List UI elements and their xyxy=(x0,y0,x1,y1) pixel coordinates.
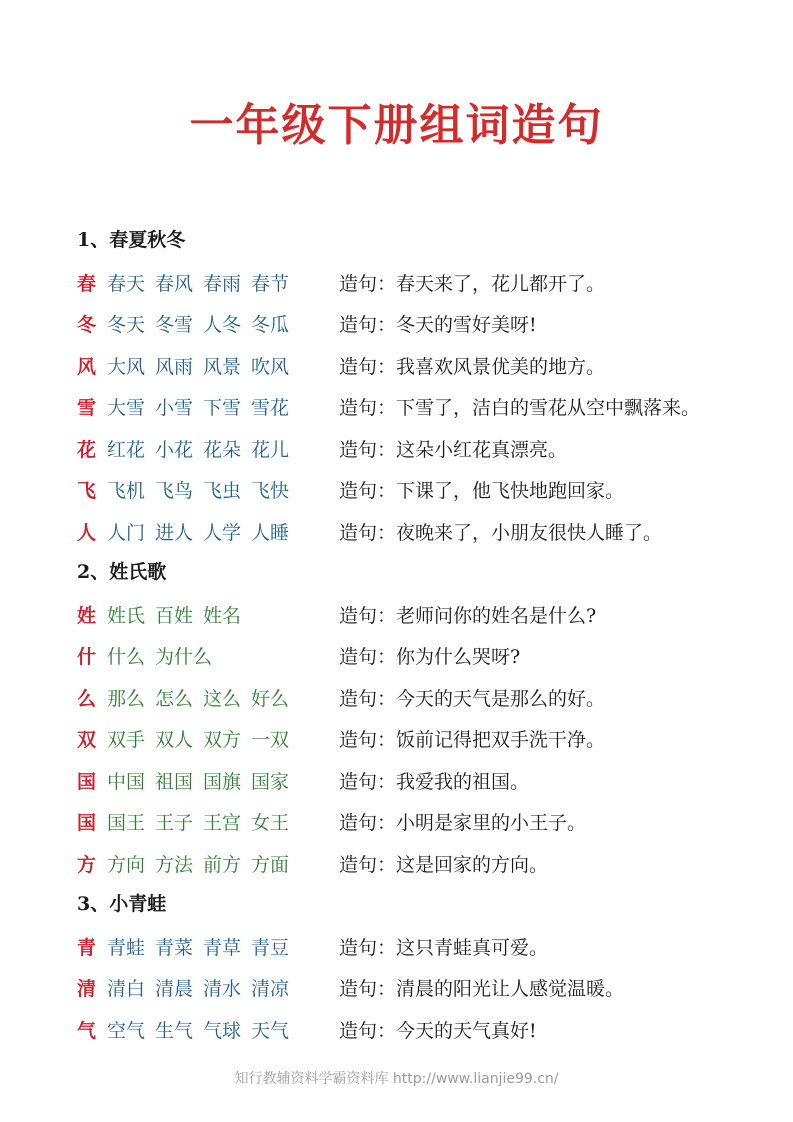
list-item xyxy=(77,718,777,760)
word: 王宫 xyxy=(203,812,242,835)
word-group xyxy=(107,684,339,711)
list-item xyxy=(77,1009,777,1051)
footer-watermark: 知行教辅资料学霸资料库 http://www.lianjie99.cn/ xyxy=(234,1071,559,1087)
example-sentence: 造句：夜晚来了，小朋友很快人睡了。 xyxy=(339,521,663,544)
character: 方 xyxy=(77,853,97,876)
word-group xyxy=(107,269,339,296)
word: 青豆 xyxy=(251,936,290,959)
word: 双人 xyxy=(155,729,194,752)
example-sentence: 造句：春天来了，花儿都开了。 xyxy=(339,272,606,295)
word: 春雨 xyxy=(203,272,242,295)
list-item xyxy=(77,843,777,885)
example-sentence: 造句：今天的天气是那么的好。 xyxy=(339,687,606,710)
example-sentence: 造句：小明是家里的小王子。 xyxy=(339,812,587,835)
section-heading: 1、春夏秋冬 xyxy=(77,229,186,251)
character: 国 xyxy=(77,812,97,835)
character: 冬 xyxy=(77,314,97,337)
word: 百姓 xyxy=(155,604,194,627)
word: 冬瓜 xyxy=(251,314,290,337)
character: 青 xyxy=(77,936,97,959)
character: 飞 xyxy=(77,480,97,503)
word: 春节 xyxy=(251,272,290,295)
word: 那么 xyxy=(107,687,146,710)
word: 青草 xyxy=(203,936,242,959)
word: 好么 xyxy=(251,687,290,710)
word: 吹风 xyxy=(251,355,290,378)
page-title: 一年级下册组词造句 xyxy=(189,100,604,151)
section-heading: 2、姓氏歌 xyxy=(77,561,167,583)
word: 国王 xyxy=(107,812,146,835)
list-item xyxy=(77,801,777,843)
word-group xyxy=(107,310,339,337)
list-item xyxy=(77,594,777,636)
example-sentence: 造句：清晨的阳光让人感觉温暖。 xyxy=(339,978,625,1001)
word: 飞快 xyxy=(251,480,290,503)
word: 冬雪 xyxy=(155,314,194,337)
word: 中国 xyxy=(107,770,146,793)
example-sentence: 造句：饭前记得把双手洗干净。 xyxy=(339,729,606,752)
word: 下雪 xyxy=(203,397,242,420)
word: 国家 xyxy=(251,770,290,793)
word: 红花 xyxy=(107,438,146,461)
character: 气 xyxy=(77,1019,97,1042)
word: 小雪 xyxy=(155,397,194,420)
word: 一双 xyxy=(251,729,290,752)
word-group xyxy=(107,642,339,669)
word: 什么 xyxy=(107,646,146,669)
word: 王子 xyxy=(155,812,194,835)
example-sentence: 造句：下雪了，洁白的雪花从空中飘落来。 xyxy=(339,397,701,420)
word: 花朵 xyxy=(203,438,242,461)
word-list xyxy=(77,220,777,1050)
word: 姓氏 xyxy=(107,604,146,627)
list-item xyxy=(77,926,777,968)
character: 春 xyxy=(77,272,97,295)
word: 生气 xyxy=(155,1019,194,1042)
example-sentence: 造句：这只青蛙真可爱。 xyxy=(339,936,549,959)
character: 花 xyxy=(77,438,97,461)
list-item xyxy=(77,345,777,387)
example-sentence: 造句：我喜欢风景优美的地方。 xyxy=(339,355,606,378)
word: 飞虫 xyxy=(203,480,242,503)
word-group xyxy=(107,725,339,752)
word: 国旗 xyxy=(203,770,242,793)
word: 春天 xyxy=(107,272,146,295)
list-item xyxy=(77,511,777,553)
list-item xyxy=(77,677,777,719)
character: 雪 xyxy=(77,397,97,420)
example-sentence: 造句：我爱我的祖国。 xyxy=(339,770,530,793)
word: 天气 xyxy=(251,1019,290,1042)
word: 冬天 xyxy=(107,314,146,337)
list-item xyxy=(77,386,777,428)
character: 风 xyxy=(77,355,97,378)
word: 人门 xyxy=(107,521,146,544)
example-sentence: 造句：冬天的雪好美呀! xyxy=(339,314,537,337)
word: 青蛙 xyxy=(107,936,146,959)
word: 人冬 xyxy=(203,314,242,337)
character: 么 xyxy=(77,687,97,710)
character: 双 xyxy=(77,729,97,752)
word-group xyxy=(107,850,339,877)
word-group xyxy=(107,808,339,835)
list-item xyxy=(77,760,777,802)
list-item xyxy=(77,469,777,511)
word: 方向 xyxy=(107,853,146,876)
word-group xyxy=(107,518,339,545)
word: 花儿 xyxy=(251,438,290,461)
word-group xyxy=(107,435,339,462)
word: 春风 xyxy=(155,272,194,295)
word: 为什么 xyxy=(155,646,213,669)
word-group xyxy=(107,933,339,960)
word: 姓名 xyxy=(203,604,242,627)
list-item xyxy=(77,262,777,304)
character: 清 xyxy=(77,978,97,1001)
word-group xyxy=(107,476,339,503)
word: 大风 xyxy=(107,355,146,378)
list-item xyxy=(77,967,777,1009)
example-sentence: 造句：这是回家的方向。 xyxy=(339,853,549,876)
section-heading: 3、小青蛙 xyxy=(77,893,167,915)
example-sentence: 造句：今天的天气真好! xyxy=(339,1019,537,1042)
list-item xyxy=(77,428,777,470)
word: 飞机 xyxy=(107,480,146,503)
word: 前方 xyxy=(203,853,242,876)
word-group xyxy=(107,767,339,794)
word: 大雪 xyxy=(107,397,146,420)
word: 女王 xyxy=(251,812,290,835)
list-item xyxy=(77,635,777,677)
word: 清晨 xyxy=(155,978,194,1001)
word: 雪花 xyxy=(251,397,290,420)
word: 人学 xyxy=(203,521,242,544)
word: 青菜 xyxy=(155,936,194,959)
example-sentence: 造句：老师问你的姓名是什么? xyxy=(339,604,597,627)
word: 这么 xyxy=(203,687,242,710)
word: 双方 xyxy=(203,729,242,752)
word: 方法 xyxy=(155,853,194,876)
word: 空气 xyxy=(107,1019,146,1042)
word: 风雨 xyxy=(155,355,194,378)
example-sentence: 造句：下课了，他飞快地跑回家。 xyxy=(339,480,625,503)
example-sentence: 造句：你为什么哭呀? xyxy=(339,646,521,669)
word: 气球 xyxy=(203,1019,242,1042)
word: 双手 xyxy=(107,729,146,752)
word-group xyxy=(107,601,339,628)
character: 国 xyxy=(77,770,97,793)
character: 姓 xyxy=(77,604,97,627)
example-sentence: 造句：这朵小红花真漂亮。 xyxy=(339,438,568,461)
character: 什 xyxy=(77,646,97,669)
word-group xyxy=(107,352,339,379)
word: 祖国 xyxy=(155,770,194,793)
word: 进人 xyxy=(155,521,194,544)
word: 清水 xyxy=(203,978,242,1001)
word: 小花 xyxy=(155,438,194,461)
word: 清白 xyxy=(107,978,146,1001)
word: 怎么 xyxy=(155,687,194,710)
word: 人睡 xyxy=(251,521,290,544)
word-group xyxy=(107,974,339,1001)
word-group xyxy=(107,393,339,420)
word-group xyxy=(107,1016,339,1043)
word: 方面 xyxy=(251,853,290,876)
word: 风景 xyxy=(203,355,242,378)
list-item xyxy=(77,303,777,345)
word: 清凉 xyxy=(251,978,290,1001)
word: 飞鸟 xyxy=(155,480,194,503)
character: 人 xyxy=(77,521,97,544)
